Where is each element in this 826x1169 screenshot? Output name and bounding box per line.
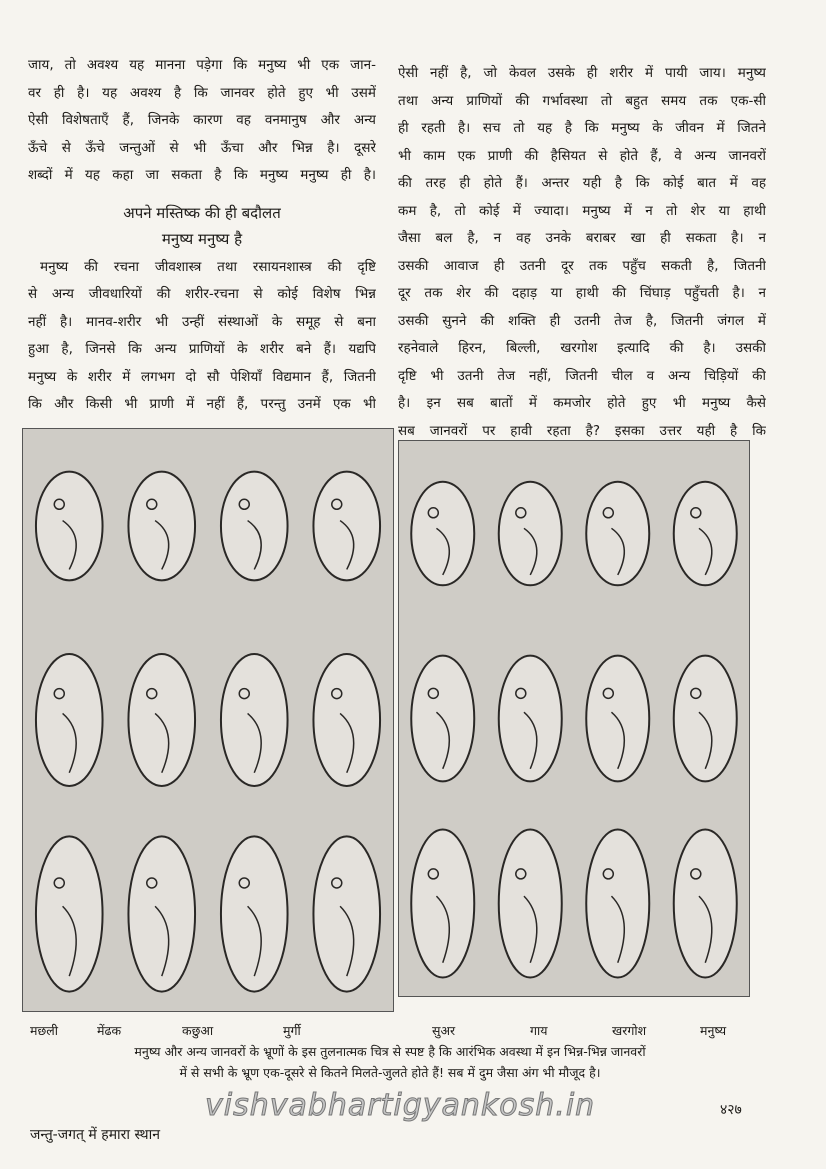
- text-line: की तरह ही होते हैं। अन्तर यही है कि कोई बात में वह: [398, 175, 766, 191]
- text-line: है। इन सब बातों में कमजोर होते हुए भी मनुष्य कैसे: [398, 395, 766, 411]
- running-title: जन्तु-जगत् में हमारा स्थान: [30, 1127, 160, 1143]
- embryo-illustration-left: [22, 428, 394, 1012]
- embryo-drawing: [586, 656, 649, 782]
- text-line: दूर तक शेर की दहाड़ या हाथी की चिंघाड़ पहुँचती है। न: [398, 285, 766, 301]
- label-turtle: कछुआ: [182, 1023, 214, 1038]
- text-line: ऐसी नहीं है, जो केवल उसके ही शरीर में पायी जाय। मनुष्य: [398, 65, 766, 81]
- label-cow: गाय: [530, 1023, 548, 1038]
- embryo-drawing: [586, 830, 649, 978]
- embryo-drawing: [36, 472, 103, 581]
- embryo-drawing: [499, 830, 562, 978]
- section-heading: अपने मस्तिष्क की ही बदौलत: [123, 203, 281, 222]
- text-line: मनुष्य के शरीर में लगभग दो सौ पेशियाँ विद्यमान हैं, जितनी: [28, 368, 376, 385]
- text-line: उसकी आवाज ही उतनी दूर तक पहुँच सकती है, जितनी: [398, 257, 766, 274]
- label-chicken: मुर्गी: [283, 1023, 301, 1038]
- embryo-drawings: [23, 429, 393, 1011]
- text-line: ही रहती है। सच तो यह है कि मनुष्य के जीवन में जितने: [398, 120, 766, 136]
- text-line: नहीं है। मानव-शरीर भी उन्हीं संस्थाओं के समूह से बना: [28, 313, 376, 330]
- text-line: दृष्टि भी उतनी तेज नहीं, जितनी चील व अन्य चिड़ियों की: [398, 367, 766, 384]
- embryo-drawing: [411, 482, 474, 586]
- section-heading: मनुष्य मनुष्य है: [161, 229, 243, 248]
- text-line: ऐसी विशेषताएँ हैं, जिनके कारण वह वनमानुष और अन्य: [28, 112, 376, 128]
- embryo-drawing: [128, 472, 195, 581]
- label-human: मनुष्य: [700, 1023, 727, 1038]
- text-line: तथा अन्य प्राणियों की गर्भावस्था तो बहुत समय तक एक-सी: [398, 92, 766, 109]
- text-line: से अन्य जीवधारियों की शरीर-रचना से कोई विशेष भिन्न: [28, 286, 376, 302]
- embryo-drawing: [36, 654, 103, 786]
- label-rabbit: खरगोश: [612, 1023, 647, 1038]
- text-line: जाय, तो अवश्य यह मानना पड़ेगा कि मनुष्य भी एक जान-: [28, 57, 376, 73]
- embryo-drawing: [128, 836, 195, 991]
- text-line: सब जानवरों पर हावी रहता है? इसका उत्तर यही है कि: [398, 422, 766, 439]
- embryo-drawing: [313, 472, 380, 581]
- label-fish: मछली: [30, 1023, 58, 1038]
- text-line: मनुष्य की रचना जीवशास्त्र तथा रसायनशास्त्र की दृष्टि: [40, 258, 376, 275]
- embryo-drawing: [586, 482, 649, 586]
- label-frog: मेंढक: [97, 1023, 122, 1038]
- embryo-drawing: [411, 830, 474, 978]
- embryo-drawing: [499, 656, 562, 782]
- figure-caption: मनुष्य और अन्य जानवरों के भ्रूणों के इस तुलनात्मक चित्र से स्पष्ट है कि आरंभिक अवस्था में इन भिन्न-भिन्न जानवरों: [134, 1044, 646, 1059]
- text-line: रहनेवाले हिरन, बिल्ली, खरगोश इत्यादि की है। उसकी: [398, 340, 766, 356]
- embryo-drawing: [674, 656, 737, 782]
- label-pig: सुअर: [432, 1023, 456, 1038]
- embryo-illustration-right: [398, 440, 750, 997]
- watermark: vishvabhartigyankosh.in: [205, 1088, 596, 1123]
- text-line: जैसा बल है, न वह उनके बराबर खा ही सकता है। न: [398, 230, 766, 246]
- text-line: ऊँचे से ऊँचे जन्तुओं से भी ऊँचा और भिन्न है। दूसरे: [28, 139, 376, 156]
- embryo-drawing: [221, 836, 288, 991]
- paragraph: [28, 52, 376, 190]
- page-number: ४२७: [720, 1102, 742, 1118]
- figure-caption: में से सभी के भ्रूण एक-दूसरे से कितने मिलते-जुलते होते हैं! सब में दुम जैसा अंग भी मौजूद है।: [179, 1065, 601, 1080]
- embryo-drawing: [313, 654, 380, 786]
- embryo-drawing: [313, 836, 380, 991]
- text-line: कि और किसी भी प्राणी में नहीं हैं, परन्तु उनमें एक भी: [28, 396, 376, 412]
- embryo-drawing: [221, 654, 288, 786]
- embryo-drawings: [399, 441, 749, 996]
- text-line: वर ही है। यह अवश्य है कि जानवर होते हुए भी उसमें: [28, 84, 376, 101]
- text-line: शब्दों में यह कहा जा सकता है कि मनुष्य मनुष्य ही है।: [28, 167, 376, 183]
- text-line: कम है, तो कोई में ज्यादा। मनुष्य में न तो शेर या हाथी: [398, 202, 766, 219]
- embryo-drawing: [128, 654, 195, 786]
- embryo-drawing: [499, 482, 562, 586]
- embryo-drawing: [674, 482, 737, 586]
- embryo-drawing: [411, 656, 474, 782]
- paragraph: [28, 254, 376, 419]
- embryo-drawing: [674, 830, 737, 978]
- embryo-drawing: [36, 836, 103, 991]
- right-column: [398, 60, 766, 445]
- text-line: भी काम एक प्राणी की हैसियत से होते हैं, वे अन्य जानवरों: [398, 147, 766, 164]
- embryo-drawing: [221, 472, 288, 581]
- text-line: हुआ है, जिनसे कि अन्य प्राणियों के शरीर बने हैं। यद्यपि: [28, 341, 376, 357]
- left-column: [28, 52, 376, 419]
- text-line: उसकी सुनने की शक्ति ही उतनी तेज है, जितनी जंगल में: [398, 312, 766, 329]
